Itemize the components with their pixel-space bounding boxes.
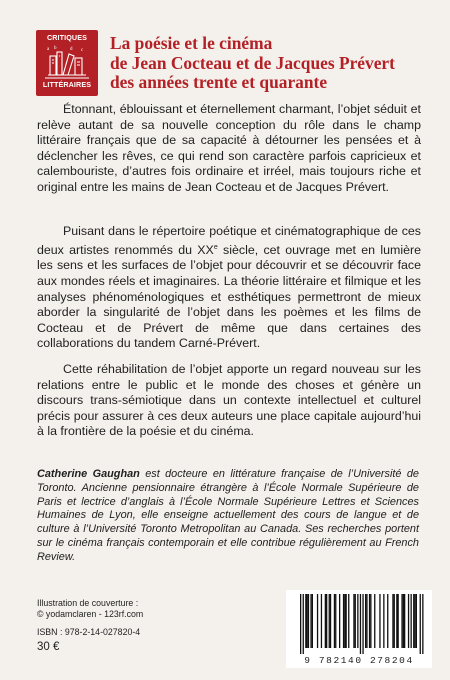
- summary-paragraph-1: Étonnant, éblouissant et éternellement charmant, l’objet séduit et relève autant de sa nouvelle conception du rôle dans le champ littéraire français que de sa capacité à détourner les pensées et à déclencher les rêves, ce qui rend son caractère parfois capricieux et calembouriste, d’autres fois ordinaire et irréel, mais toujours riche et original entre les mains de Jean Cocteau et de Jacques Prévert.: [37, 102, 421, 194]
- barcode-bar: [394, 594, 395, 648]
- illustration-label: Illustration de couverture :: [37, 598, 139, 608]
- barcode-bar: [300, 594, 301, 654]
- barcode-bar: [355, 594, 356, 648]
- title-line-1: La poésie et le cinéma: [110, 33, 273, 53]
- book-title: [110, 34, 430, 93]
- barcode-bar: [411, 594, 412, 648]
- barcode-bar: [334, 594, 335, 648]
- barcode-bar: [312, 594, 313, 648]
- barcode-bar: [370, 594, 371, 648]
- barcode-bar: [420, 594, 421, 654]
- logo-line-2: LITTÉRAIRES: [42, 80, 92, 89]
- p2-superscript: e: [213, 243, 218, 251]
- svg-text:c: c: [81, 48, 84, 53]
- barcode-bar: [401, 594, 402, 648]
- isbn: ISBN : 978-2-14-027820-4: [37, 627, 141, 637]
- barcode-bar: [414, 594, 415, 648]
- barcode-bars: [286, 592, 432, 656]
- barcode-bar: [413, 594, 414, 648]
- svg-text:a: a: [47, 47, 50, 52]
- barcode-bar: [305, 594, 306, 648]
- barcode-bar: [398, 594, 399, 648]
- barcode-bar: [416, 594, 417, 648]
- books-icon: [43, 44, 91, 80]
- author-bio-text: est docteure en littérature française de l’Université de Toronto. Ancienne pensionnaire étrangère à l’École Normale Supérieure de Paris et lectrice d’anglais à l’École Normale Supérieure Lettres et Sciences Humaines de Lyon, elle enseigne actuellement des cours de langue et de culture à l’Université Toronto Metropolitan au Canada. Ses recherches portent sur le cinéma français contemporain et elle contribue régulièrement au French Review.: [37, 468, 419, 563]
- barcode-bar: [396, 594, 397, 648]
- barcode-bar: [321, 594, 322, 648]
- barcode-bar: [353, 594, 354, 648]
- barcode-bar: [308, 594, 309, 648]
- barcode-bar: [383, 594, 384, 648]
- barcode-bar: [335, 594, 336, 648]
- barcode-bar: [303, 594, 304, 654]
- barcode-bar: [365, 594, 366, 648]
- barcode-bar: [329, 594, 330, 648]
- barcode-bar: [317, 594, 318, 648]
- barcode: [286, 590, 432, 668]
- barcode-bar: [387, 594, 388, 648]
- barcode-bar: [344, 594, 345, 648]
- barcode-bar: [369, 594, 370, 648]
- summary-paragraph-3: Cette réhabilitation de l’objet apporte un regard nouveau sur les relations entre le public et le monde des choses et génère un discours trans-sémiotique dans un contexte intellectuel et culturel précis pour assurer à ces deux auteurs une place capitale aujourd’hui à la frontière de la poésie et du cinéma.: [37, 362, 421, 439]
- svg-text:b: b: [54, 46, 57, 51]
- barcode-bar: [360, 594, 361, 654]
- barcode-bar: [366, 594, 367, 648]
- p2-text-before: Puisant dans le répertoire poétique et cinématographique de ces deux artistes renommés du XX: [37, 224, 421, 257]
- barcode-bar: [326, 594, 327, 648]
- barcode-bar: [348, 594, 349, 648]
- barcode-bar: [330, 594, 331, 648]
- barcode-bar: [325, 594, 326, 648]
- svg-text:d: d: [70, 47, 73, 52]
- author-name: Catherine Gaughan: [37, 468, 140, 480]
- barcode-bar: [408, 594, 409, 648]
- barcode-bar: [362, 594, 363, 654]
- collection-logo: [36, 30, 98, 96]
- barcode-bar: [343, 594, 344, 648]
- p2-text-after: siècle, cet ouvrage met en lumière les sens et les surfaces de l’objet pour découvrir et se découvrir face aux mondes réels et imaginaires. La théorie littéraire et filmique et les analyses phénoménologiques et esthétiques permettront de mieux aborder la singularité de l’objet dans les poèmes et les films de Cocteau et de Prévert de même que dans certaines des collaborations du tandem Carné-Prévert.: [37, 242, 421, 351]
- price: 30 €: [37, 641, 60, 653]
- barcode-bar: [346, 594, 347, 648]
- barcode-bar: [357, 594, 358, 648]
- barcode-bar: [422, 594, 423, 654]
- barcode-bar: [310, 594, 311, 648]
- barcode-bar: [307, 594, 308, 648]
- barcode-number: 9 782140 278204: [304, 655, 414, 666]
- barcode-bar: [403, 594, 404, 648]
- logo-line-1: CRITIQUES: [46, 33, 88, 42]
- barcode-bar: [339, 594, 340, 648]
- barcode-bar: [379, 594, 380, 648]
- author-bio: [37, 468, 419, 565]
- title-line-3: des années trente et quarante: [110, 72, 328, 92]
- barcode-bar: [404, 594, 405, 648]
- barcode-bar: [374, 594, 375, 648]
- summary-paragraph-2: [37, 224, 421, 352]
- illustration-credit: © yodamclaren - 123rf.com: [37, 609, 144, 619]
- barcode-bar: [392, 594, 393, 648]
- title-line-2: de Jean Cocteau et de Jacques Prévert: [110, 52, 395, 73]
